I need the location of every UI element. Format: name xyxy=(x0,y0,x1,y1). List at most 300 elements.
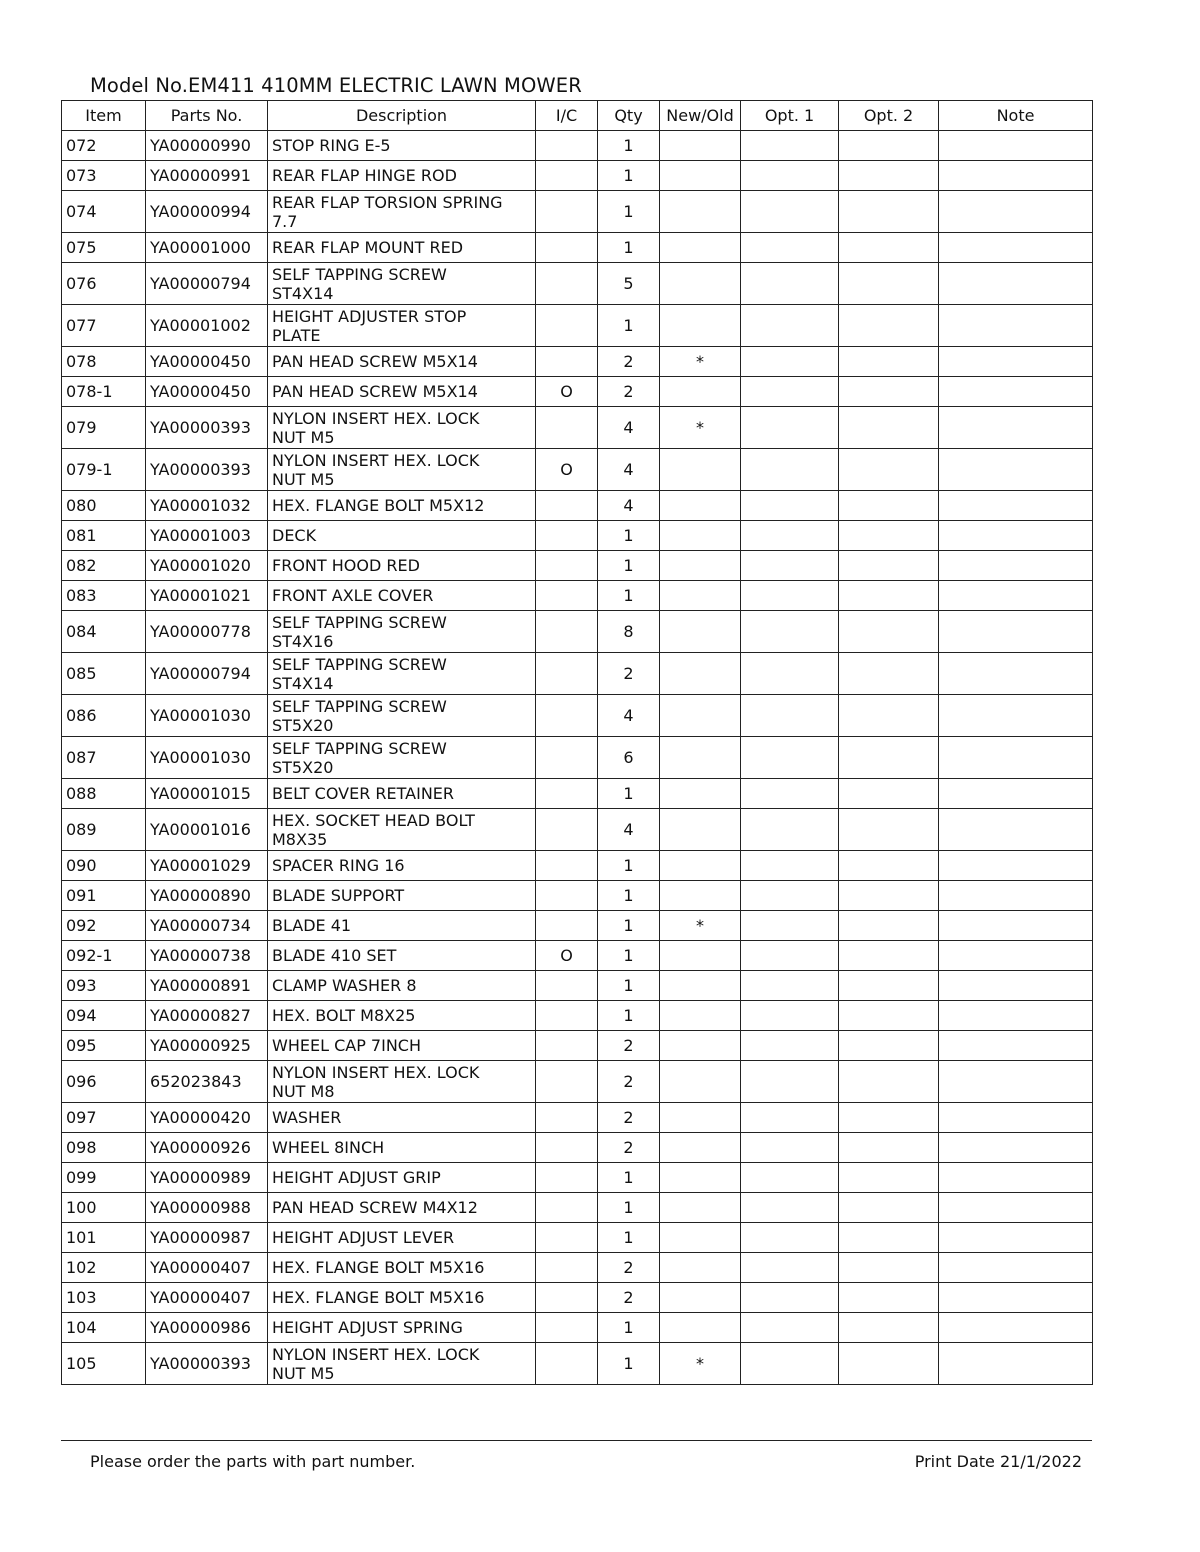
table-row xyxy=(62,305,1093,347)
cell-opt1 xyxy=(741,1133,839,1163)
cell-qty: 1 xyxy=(598,1223,660,1253)
cell-description xyxy=(268,1193,536,1223)
cell-description xyxy=(268,851,536,881)
cell-note xyxy=(939,809,1093,851)
cell-parts-no: YA00000407 xyxy=(146,1283,268,1313)
cell-parts-no: YA00001020 xyxy=(146,551,268,581)
description-line: WASHER xyxy=(272,1108,342,1127)
cell-item: 095 xyxy=(62,1031,146,1061)
cell-item: 097 xyxy=(62,1103,146,1133)
cell-item: 104 xyxy=(62,1313,146,1343)
cell-opt2 xyxy=(839,653,939,695)
cell-note xyxy=(939,407,1093,449)
cell-item: 074 xyxy=(62,191,146,233)
column-header-parts-no: Parts No. xyxy=(146,101,268,131)
cell-ic xyxy=(536,131,598,161)
cell-opt2 xyxy=(839,491,939,521)
table-row xyxy=(62,1193,1093,1223)
cell-opt1 xyxy=(741,1001,839,1031)
table-row xyxy=(62,653,1093,695)
cell-ic xyxy=(536,971,598,1001)
cell-opt1 xyxy=(741,1313,839,1343)
cell-opt1 xyxy=(741,131,839,161)
description-line: PLATE xyxy=(272,325,321,345)
cell-description xyxy=(268,233,536,263)
cell-note xyxy=(939,779,1093,809)
cell-new-old xyxy=(660,491,741,521)
cell-item: 100 xyxy=(62,1193,146,1223)
cell-item: 090 xyxy=(62,851,146,881)
cell-new-old xyxy=(660,1163,741,1193)
table-row xyxy=(62,521,1093,551)
cell-new-old xyxy=(660,377,741,407)
table-row xyxy=(62,1313,1093,1343)
description-line: SELF TAPPING SCREW xyxy=(272,654,447,674)
cell-description xyxy=(268,581,536,611)
cell-item: 083 xyxy=(62,581,146,611)
cell-parts-no: YA00000988 xyxy=(146,1193,268,1223)
cell-ic xyxy=(536,1103,598,1133)
description-line: REAR FLAP MOUNT RED xyxy=(272,238,464,257)
cell-opt1 xyxy=(741,551,839,581)
cell-ic xyxy=(536,1031,598,1061)
description-line: PAN HEAD SCREW M5X14 xyxy=(272,352,478,371)
cell-opt1 xyxy=(741,695,839,737)
cell-description xyxy=(268,1031,536,1061)
cell-opt2 xyxy=(839,1163,939,1193)
cell-ic xyxy=(536,695,598,737)
description-line: ST5X20 xyxy=(272,757,334,777)
page-title: Model No.EM411 410MM ELECTRIC LAWN MOWER xyxy=(90,74,582,97)
cell-opt1 xyxy=(741,911,839,941)
cell-description xyxy=(268,1163,536,1193)
cell-new-old xyxy=(660,809,741,851)
cell-new-old xyxy=(660,1253,741,1283)
cell-item: 085 xyxy=(62,653,146,695)
table-row xyxy=(62,1103,1093,1133)
cell-note xyxy=(939,1031,1093,1061)
cell-parts-no: YA00001016 xyxy=(146,809,268,851)
column-header-new-old: New/Old xyxy=(660,101,741,131)
cell-note xyxy=(939,551,1093,581)
cell-opt2 xyxy=(839,779,939,809)
cell-qty: 1 xyxy=(598,521,660,551)
table-row xyxy=(62,263,1093,305)
table-row xyxy=(62,881,1093,911)
cell-opt2 xyxy=(839,1223,939,1253)
table-row xyxy=(62,779,1093,809)
cell-ic xyxy=(536,881,598,911)
cell-qty: 2 xyxy=(598,1283,660,1313)
cell-description xyxy=(268,911,536,941)
description-line: CLAMP WASHER 8 xyxy=(272,976,417,995)
cell-note xyxy=(939,971,1093,1001)
cell-opt2 xyxy=(839,1313,939,1343)
cell-new-old xyxy=(660,551,741,581)
cell-ic xyxy=(536,911,598,941)
cell-opt1 xyxy=(741,611,839,653)
cell-ic xyxy=(536,1223,598,1253)
cell-ic xyxy=(536,551,598,581)
cell-qty: 4 xyxy=(598,809,660,851)
column-header-note: Note xyxy=(939,101,1093,131)
description-line: HEIGHT ADJUST LEVER xyxy=(272,1228,455,1247)
cell-opt2 xyxy=(839,347,939,377)
cell-description xyxy=(268,695,536,737)
cell-note xyxy=(939,449,1093,491)
description-line: M8X35 xyxy=(272,829,328,849)
cell-qty: 1 xyxy=(598,1343,660,1385)
description-line: SELF TAPPING SCREW xyxy=(272,612,447,632)
cell-qty: 1 xyxy=(598,551,660,581)
cell-parts-no: YA00000989 xyxy=(146,1163,268,1193)
cell-new-old xyxy=(660,971,741,1001)
cell-qty: 1 xyxy=(598,779,660,809)
description-line: SELF TAPPING SCREW xyxy=(272,738,447,758)
cell-qty: 1 xyxy=(598,911,660,941)
table-row xyxy=(62,809,1093,851)
table-row xyxy=(62,971,1093,1001)
cell-ic xyxy=(536,851,598,881)
cell-new-old xyxy=(660,581,741,611)
cell-description xyxy=(268,521,536,551)
description-line: NYLON INSERT HEX. LOCK xyxy=(272,1062,480,1082)
table-row xyxy=(62,449,1093,491)
cell-note xyxy=(939,521,1093,551)
cell-ic xyxy=(536,1001,598,1031)
cell-note xyxy=(939,347,1093,377)
cell-parts-no: YA00000450 xyxy=(146,347,268,377)
cell-description xyxy=(268,1313,536,1343)
cell-opt1 xyxy=(741,737,839,779)
cell-qty: 1 xyxy=(598,881,660,911)
cell-note xyxy=(939,1001,1093,1031)
cell-parts-no: YA00001002 xyxy=(146,305,268,347)
cell-description xyxy=(268,449,536,491)
cell-item: 081 xyxy=(62,521,146,551)
cell-opt1 xyxy=(741,263,839,305)
cell-description xyxy=(268,407,536,449)
description-line: NYLON INSERT HEX. LOCK xyxy=(272,450,480,470)
cell-parts-no: YA00000420 xyxy=(146,1103,268,1133)
cell-opt1 xyxy=(741,233,839,263)
cell-note xyxy=(939,1061,1093,1103)
cell-description xyxy=(268,131,536,161)
description-line: SELF TAPPING SCREW xyxy=(272,696,447,716)
cell-opt1 xyxy=(741,377,839,407)
cell-note xyxy=(939,491,1093,521)
cell-new-old xyxy=(660,779,741,809)
cell-qty: 5 xyxy=(598,263,660,305)
cell-qty: 4 xyxy=(598,407,660,449)
description-line: NUT M8 xyxy=(272,1081,335,1101)
cell-qty: 1 xyxy=(598,851,660,881)
cell-note xyxy=(939,941,1093,971)
cell-item: 103 xyxy=(62,1283,146,1313)
cell-parts-no: 652023843 xyxy=(146,1061,268,1103)
description-line: BLADE 41 xyxy=(272,916,352,935)
description-line: FRONT HOOD RED xyxy=(272,556,420,575)
table-row xyxy=(62,191,1093,233)
cell-opt1 xyxy=(741,161,839,191)
cell-qty: 2 xyxy=(598,1061,660,1103)
cell-opt2 xyxy=(839,695,939,737)
cell-note xyxy=(939,737,1093,779)
cell-qty: 2 xyxy=(598,1133,660,1163)
cell-description xyxy=(268,263,536,305)
cell-opt2 xyxy=(839,263,939,305)
cell-ic: O xyxy=(536,377,598,407)
cell-description xyxy=(268,971,536,1001)
cell-item: 084 xyxy=(62,611,146,653)
cell-opt1 xyxy=(741,851,839,881)
cell-opt1 xyxy=(741,779,839,809)
cell-parts-no: YA00000891 xyxy=(146,971,268,1001)
cell-qty: 2 xyxy=(598,377,660,407)
cell-description xyxy=(268,779,536,809)
description-line: HEX. BOLT M8X25 xyxy=(272,1006,416,1025)
cell-description xyxy=(268,491,536,521)
cell-qty: 1 xyxy=(598,581,660,611)
cell-item: 072 xyxy=(62,131,146,161)
description-line: BELT COVER RETAINER xyxy=(272,784,455,803)
table-row xyxy=(62,941,1093,971)
cell-parts-no: YA00000990 xyxy=(146,131,268,161)
cell-new-old xyxy=(660,1061,741,1103)
cell-qty: 1 xyxy=(598,1163,660,1193)
cell-opt1 xyxy=(741,653,839,695)
description-line: HEIGHT ADJUST GRIP xyxy=(272,1168,441,1187)
cell-item: 076 xyxy=(62,263,146,305)
table-row xyxy=(62,407,1093,449)
description-line: ST5X20 xyxy=(272,715,334,735)
cell-qty: 1 xyxy=(598,971,660,1001)
cell-description xyxy=(268,1343,536,1385)
table-row xyxy=(62,377,1093,407)
table-header-row xyxy=(62,101,1093,131)
description-line: DECK xyxy=(272,526,317,545)
cell-parts-no: YA00000778 xyxy=(146,611,268,653)
cell-parts-no: YA00000994 xyxy=(146,191,268,233)
cell-item: 077 xyxy=(62,305,146,347)
cell-item: 098 xyxy=(62,1133,146,1163)
table-row xyxy=(62,1283,1093,1313)
cell-opt2 xyxy=(839,1001,939,1031)
cell-note xyxy=(939,1253,1093,1283)
cell-item: 099 xyxy=(62,1163,146,1193)
cell-item: 088 xyxy=(62,779,146,809)
cell-new-old xyxy=(660,611,741,653)
cell-new-old xyxy=(660,1031,741,1061)
table-row xyxy=(62,1163,1093,1193)
cell-item: 075 xyxy=(62,233,146,263)
cell-ic xyxy=(536,581,598,611)
cell-note xyxy=(939,1223,1093,1253)
cell-opt2 xyxy=(839,305,939,347)
cell-ic xyxy=(536,611,598,653)
description-line: SPACER RING 16 xyxy=(272,856,405,875)
cell-description xyxy=(268,191,536,233)
cell-parts-no: YA00000407 xyxy=(146,1253,268,1283)
cell-ic xyxy=(536,407,598,449)
cell-new-old xyxy=(660,1193,741,1223)
description-line: ST4X16 xyxy=(272,631,334,651)
cell-parts-no: YA00000827 xyxy=(146,1001,268,1031)
cell-opt2 xyxy=(839,449,939,491)
column-header-opt2: Opt. 2 xyxy=(839,101,939,131)
cell-parts-no: YA00001000 xyxy=(146,233,268,263)
description-line: REAR FLAP HINGE ROD xyxy=(272,166,457,185)
cell-item: 093 xyxy=(62,971,146,1001)
cell-opt2 xyxy=(839,407,939,449)
cell-opt1 xyxy=(741,305,839,347)
cell-parts-no: YA00000794 xyxy=(146,263,268,305)
table-row xyxy=(62,347,1093,377)
cell-opt2 xyxy=(839,1103,939,1133)
cell-description xyxy=(268,653,536,695)
cell-new-old xyxy=(660,1133,741,1163)
cell-ic xyxy=(536,1061,598,1103)
cell-qty: 4 xyxy=(598,449,660,491)
table-row xyxy=(62,131,1093,161)
table-row xyxy=(62,161,1093,191)
cell-ic xyxy=(536,191,598,233)
cell-new-old xyxy=(660,695,741,737)
table-row xyxy=(62,551,1093,581)
cell-opt2 xyxy=(839,521,939,551)
cell-qty: 1 xyxy=(598,305,660,347)
cell-description xyxy=(268,1001,536,1031)
cell-ic xyxy=(536,653,598,695)
cell-opt1 xyxy=(741,407,839,449)
table-row xyxy=(62,1343,1093,1385)
cell-description xyxy=(268,1223,536,1253)
cell-description xyxy=(268,941,536,971)
cell-new-old xyxy=(660,851,741,881)
footer-print-date: Print Date 21/1/2022 xyxy=(914,1452,1082,1471)
description-line: NUT M5 xyxy=(272,469,335,489)
cell-parts-no: YA00000450 xyxy=(146,377,268,407)
cell-opt1 xyxy=(741,521,839,551)
cell-item: 079-1 xyxy=(62,449,146,491)
cell-new-old xyxy=(660,1283,741,1313)
cell-ic: O xyxy=(536,941,598,971)
cell-item: 096 xyxy=(62,1061,146,1103)
table-row xyxy=(62,911,1093,941)
cell-opt1 xyxy=(741,1343,839,1385)
cell-description xyxy=(268,881,536,911)
description-line: PAN HEAD SCREW M4X12 xyxy=(272,1198,478,1217)
description-line: HEX. FLANGE BOLT M5X16 xyxy=(272,1288,485,1307)
cell-parts-no: YA00000925 xyxy=(146,1031,268,1061)
cell-ic xyxy=(536,1133,598,1163)
cell-ic xyxy=(536,1313,598,1343)
cell-description xyxy=(268,305,536,347)
cell-item: 078 xyxy=(62,347,146,377)
table-row xyxy=(62,1253,1093,1283)
description-line: HEX. FLANGE BOLT M5X16 xyxy=(272,1258,485,1277)
cell-opt2 xyxy=(839,1343,939,1385)
description-line: 7.7 xyxy=(272,211,298,231)
cell-opt1 xyxy=(741,1031,839,1061)
cell-opt1 xyxy=(741,1193,839,1223)
description-line: HEX. SOCKET HEAD BOLT xyxy=(272,810,475,830)
cell-description xyxy=(268,161,536,191)
cell-description xyxy=(268,611,536,653)
cell-opt2 xyxy=(839,881,939,911)
cell-item: 073 xyxy=(62,161,146,191)
cell-opt2 xyxy=(839,941,939,971)
cell-note xyxy=(939,881,1093,911)
cell-opt2 xyxy=(839,1061,939,1103)
cell-note xyxy=(939,161,1093,191)
cell-description xyxy=(268,1103,536,1133)
description-line: HEX. FLANGE BOLT M5X12 xyxy=(272,496,485,515)
description-line: BLADE 410 SET xyxy=(272,946,397,965)
cell-opt1 xyxy=(741,191,839,233)
cell-ic xyxy=(536,305,598,347)
cell-opt1 xyxy=(741,809,839,851)
cell-note xyxy=(939,911,1093,941)
cell-opt1 xyxy=(741,881,839,911)
cell-description xyxy=(268,1133,536,1163)
cell-parts-no: YA00000393 xyxy=(146,449,268,491)
cell-note xyxy=(939,1133,1093,1163)
description-line: HEIGHT ADJUST SPRING xyxy=(272,1318,463,1337)
description-line: REAR FLAP TORSION SPRING xyxy=(272,192,503,212)
cell-new-old xyxy=(660,161,741,191)
cell-item: 092-1 xyxy=(62,941,146,971)
column-header-ic: I/C xyxy=(536,101,598,131)
cell-qty: 2 xyxy=(598,1253,660,1283)
cell-opt1 xyxy=(741,1223,839,1253)
cell-new-old xyxy=(660,737,741,779)
cell-item: 105 xyxy=(62,1343,146,1385)
cell-opt2 xyxy=(839,737,939,779)
table-body xyxy=(62,131,1093,1385)
cell-qty: 2 xyxy=(598,1031,660,1061)
cell-opt2 xyxy=(839,809,939,851)
parts-table xyxy=(61,100,1093,1385)
cell-description xyxy=(268,551,536,581)
cell-new-old xyxy=(660,263,741,305)
cell-description xyxy=(268,1253,536,1283)
table-row xyxy=(62,1031,1093,1061)
cell-parts-no: YA00001030 xyxy=(146,695,268,737)
table-row xyxy=(62,695,1093,737)
description-line: FRONT AXLE COVER xyxy=(272,586,434,605)
description-line: STOP RING E-5 xyxy=(272,136,391,155)
table-row xyxy=(62,1001,1093,1031)
cell-qty: 1 xyxy=(598,941,660,971)
description-line: NUT M5 xyxy=(272,427,335,447)
footer-order-note: Please order the parts with part number. xyxy=(90,1452,416,1471)
cell-ic xyxy=(536,1253,598,1283)
cell-qty: 1 xyxy=(598,191,660,233)
cell-ic xyxy=(536,1343,598,1385)
cell-opt1 xyxy=(741,581,839,611)
cell-note xyxy=(939,377,1093,407)
cell-ic xyxy=(536,809,598,851)
cell-parts-no: YA00001030 xyxy=(146,737,268,779)
cell-item: 082 xyxy=(62,551,146,581)
cell-note xyxy=(939,851,1093,881)
cell-description xyxy=(268,737,536,779)
cell-qty: 2 xyxy=(598,1103,660,1133)
cell-note xyxy=(939,1283,1093,1313)
cell-new-old: * xyxy=(660,347,741,377)
cell-new-old: * xyxy=(660,407,741,449)
